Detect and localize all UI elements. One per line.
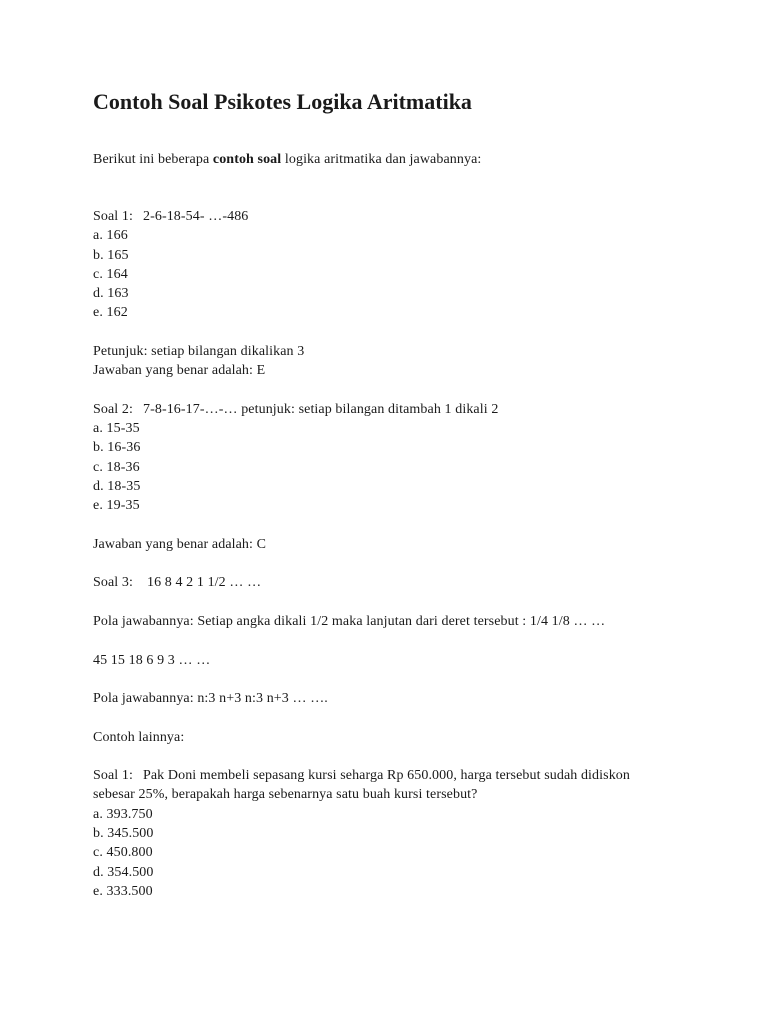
question-4-text: 45 15 18 6 9 3 … … xyxy=(93,653,211,668)
question-3 xyxy=(93,573,261,592)
question-2-option-b: b. 16-36 xyxy=(93,440,141,455)
more-examples-label: Contoh lainnya: xyxy=(93,730,185,745)
question-1-option-b: b. 165 xyxy=(93,248,129,263)
question-1-option-a: a. 166 xyxy=(93,228,128,243)
intro-text-bold: contoh soal xyxy=(212,152,282,167)
question-1-option-c: c. 164 xyxy=(93,267,128,282)
question-5-label: Soal 1: xyxy=(93,768,133,783)
question-5-option-d: d. 354.500 xyxy=(93,865,154,880)
question-4-pattern: Pola jawabannya: n:3 n+3 n:3 n+3 … …. xyxy=(93,691,328,706)
question-2-text: 7-8-16-17-…-… petunjuk: setiap bilangan ditambah 1 dikali 2 xyxy=(142,402,499,417)
question-2 xyxy=(93,400,498,419)
question-5-option-b: b. 345.500 xyxy=(93,826,154,841)
question-2-option-a: a. 15-35 xyxy=(93,421,140,436)
question-2-answer: Jawaban yang benar adalah: C xyxy=(93,537,267,552)
question-1-label: Soal 1: xyxy=(93,209,133,224)
intro-text-after: logika aritmatika dan jawabannya: xyxy=(281,152,482,167)
question-2-option-e: e. 19-35 xyxy=(93,498,140,513)
intro-paragraph xyxy=(93,150,481,169)
question-5 xyxy=(93,766,630,785)
question-5-option-a: a. 393.750 xyxy=(93,807,153,822)
question-3-text: 16 8 4 2 1 1/2 … … xyxy=(146,575,262,590)
question-2-option-d: d. 18-35 xyxy=(93,479,141,494)
question-5-text-line1: Pak Doni membeli sepasang kursi seharga Rp 650.000, harga tersebut sudah didiskon xyxy=(142,768,630,783)
question-1-text: 2-6-18-54- …-486 xyxy=(142,209,249,224)
question-1 xyxy=(93,207,248,226)
intro-text-before: Berikut ini beberapa xyxy=(93,152,213,167)
question-1-option-e: e. 162 xyxy=(93,305,128,320)
question-1-hint: Petunjuk: setiap bilangan dikalikan 3 xyxy=(93,344,305,359)
question-3-pattern: Pola jawabannya: Setiap angka dikali 1/2 maka lanjutan dari deret tersebut : 1/4 1/8 … … xyxy=(93,614,606,629)
question-5-option-e: e. 333.500 xyxy=(93,884,153,899)
question-1-answer: Jawaban yang benar adalah: E xyxy=(93,363,266,378)
question-2-label: Soal 2: xyxy=(93,402,133,417)
question-5-option-c: c. 450.800 xyxy=(93,845,153,860)
question-2-option-c: c. 18-36 xyxy=(93,460,140,475)
question-1-option-d: d. 163 xyxy=(93,286,129,301)
page-title: Contoh Soal Psikotes Logika Aritmatika xyxy=(93,89,472,114)
question-3-label: Soal 3: xyxy=(93,575,133,590)
question-5-text-line2: sebesar 25%, berapakah harga sebenarnya satu buah kursi tersebut? xyxy=(93,787,478,802)
